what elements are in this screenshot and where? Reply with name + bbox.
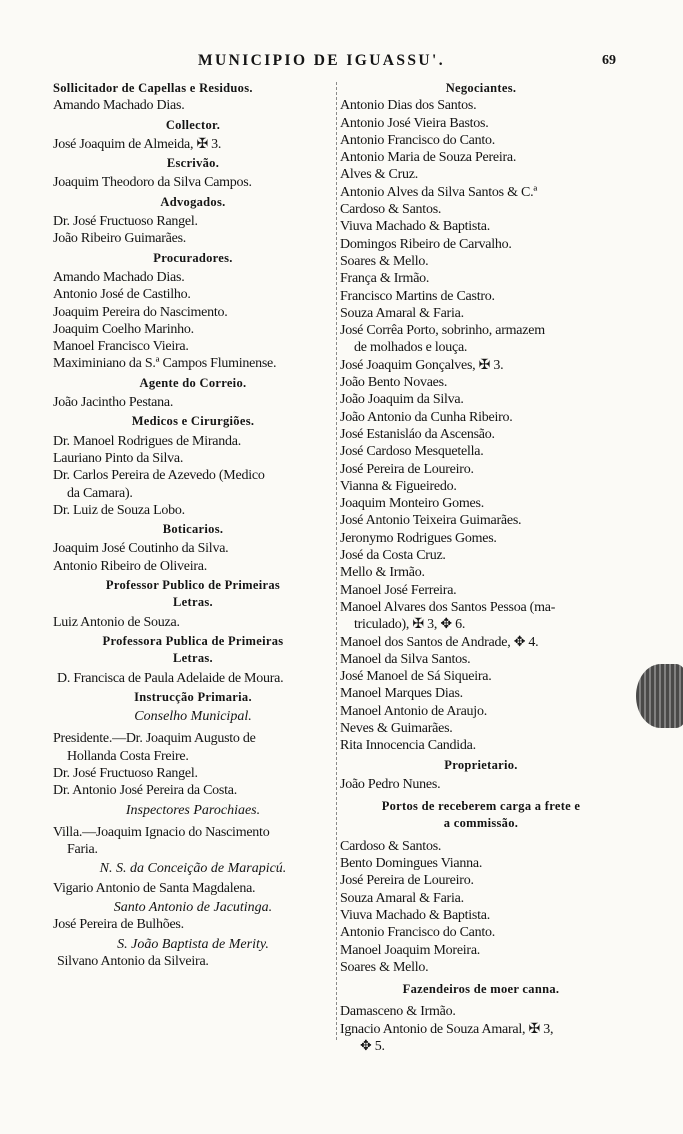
entry: Soares & Mello.	[340, 253, 429, 269]
entry: Joaquim José Coutinho da Silva.	[53, 541, 229, 557]
entry: João Ribeiro Guimarães.	[53, 231, 187, 247]
entry: João Joaquim da Silva.	[340, 392, 464, 408]
section-heading-proprietario: Proprietario.	[444, 757, 518, 772]
page-header	[0, 52, 683, 74]
entry: Antonio Ribeiro de Oliveira.	[53, 558, 207, 574]
column-divider	[336, 82, 337, 1040]
entry: João Jacintho Pestana.	[53, 395, 174, 411]
entry: João Bento Novaes.	[340, 375, 448, 391]
entry: Souza Amaral & Faria.	[340, 890, 464, 906]
subheading-jacutinga: Santo Antonio de Jacutinga.	[113, 900, 273, 916]
entry: Manoel Francisco Vieira.	[53, 339, 189, 355]
entry: Antonio Francisco do Canto.	[340, 132, 496, 148]
entry: Antonio Maria de Souza Pereira.	[340, 150, 517, 166]
entry: Antonio José Vieira Bastos.	[340, 115, 489, 131]
entry: Silvano Antonio da Silveira.	[57, 953, 209, 969]
section-heading-portos: Portos de receberem carga a frete e	[381, 799, 581, 814]
subheading-conselho: Conselho Municipal.	[134, 709, 252, 725]
entry: triculado), ✠ 3, ✥ 6.	[354, 617, 466, 633]
entry: Joaquim Theodoro da Silva Campos.	[53, 175, 252, 191]
negociantes-list	[340, 97, 622, 754]
entry: Manoel Antonio de Araujo.	[340, 703, 487, 719]
section-heading-collector: Collector.	[165, 117, 221, 132]
entry: Neves & Guimarães.	[340, 720, 453, 736]
entry: Damasceno & Irmão.	[340, 1004, 456, 1020]
entry: Dr. Luiz de Souza Lobo.	[53, 502, 185, 518]
entry: Antonio Alves da Silva Santos & C.ª	[340, 184, 537, 200]
entry: Luiz Antonio de Souza.	[53, 614, 180, 630]
entry: José Manoel de Sá Siqueira.	[340, 669, 492, 685]
entry: Bento Domingues Vianna.	[340, 856, 483, 872]
section-heading-portos-cont: a commissão.	[443, 816, 519, 831]
page-edge-blot	[636, 664, 683, 728]
entry: Presidente.—Dr. Joaquim Augusto de	[53, 731, 256, 747]
entry: Antonio Dias dos Santos.	[340, 98, 477, 114]
entry: da Camara).	[67, 485, 133, 501]
section-heading-professora-cont: Letras.	[173, 651, 213, 666]
entry: José Pereira de Bulhões.	[53, 917, 184, 933]
entry: França & Irmão.	[340, 271, 430, 287]
entry: José Estanisláo da Ascensão.	[340, 426, 495, 442]
entry: Francisco Martins de Castro.	[340, 288, 495, 304]
entry: Soares & Mello.	[340, 959, 429, 975]
page-number: 69	[602, 53, 616, 68]
entry: Domingos Ribeiro de Carvalho.	[340, 236, 512, 252]
subheading-marapicu: N. S. da Conceição de Marapicú.	[99, 861, 287, 877]
section-heading-professor: Professor Publico de Primeiras	[105, 578, 281, 593]
entry: José Antonio Teixeira Guimarães.	[340, 513, 522, 529]
entry: José Joaquim Gonçalves, ✠ 3.	[340, 357, 504, 373]
entry: José Pereira de Loureiro.	[340, 873, 474, 889]
entry: Dr. Carlos Pereira de Azevedo (Medico	[53, 468, 265, 484]
entry: Joaquim Pereira do Nascimento.	[53, 304, 228, 320]
entry: José Cardoso Mesquetella.	[340, 444, 484, 460]
section-heading-medicos: Medicos e Cirurgiões.	[131, 414, 255, 429]
entry: João Antonio da Cunha Ribeiro.	[340, 409, 513, 425]
entry: Lauriano Pinto da Silva.	[53, 450, 184, 466]
entry: José Pereira de Loureiro.	[340, 461, 474, 477]
entry: Manoel Marques Dias.	[340, 686, 463, 702]
entry: Amando Machado Dias.	[53, 269, 185, 285]
entry: Souza Amaral & Faria.	[340, 305, 464, 321]
entry: Joaquim Monteiro Gomes.	[340, 496, 484, 512]
entry: Vigario Antonio de Santa Magdalena.	[53, 880, 256, 896]
entry: Manoel da Silva Santos.	[340, 651, 471, 667]
section-heading-professor-cont: Letras.	[173, 595, 213, 610]
subheading-inspectores: Inspectores Parochiaes.	[125, 802, 261, 818]
entry: Vianna & Figueiredo.	[340, 478, 457, 494]
entry: Antonio Francisco do Canto.	[340, 925, 496, 941]
entry: Cardoso & Santos.	[340, 838, 442, 854]
section-heading-boticarios: Boticarios.	[162, 522, 224, 537]
entry: Manoel Alvares dos Santos Pessoa (ma-	[340, 599, 556, 615]
section-heading-professora: Professora Publica de Primeiras	[102, 633, 284, 648]
entry: Joaquim Coelho Marinho.	[53, 321, 194, 337]
section-heading-instrucao: Instrucção Primaria.	[134, 689, 252, 704]
section-heading-procuradores: Procuradores.	[153, 250, 233, 265]
section-heading-advogados: Advogados.	[160, 194, 226, 209]
entry: José Joaquim de Almeida, ✠ 3.	[53, 136, 222, 152]
entry: Manoel dos Santos de Andrade, ✥ 4.	[340, 634, 539, 650]
entry: José da Costa Cruz.	[340, 548, 446, 564]
entry: Dr. José Fructuoso Rangel.	[53, 765, 198, 781]
entry: Viuva Machado & Baptista.	[340, 219, 490, 235]
entry: Dr. Antonio José Pereira da Costa.	[53, 783, 237, 799]
entry: Dr. Manoel Rodrigues de Miranda.	[53, 433, 241, 449]
left-column	[53, 80, 333, 970]
entry: Villa.—Joaquim Ignacio do Nascimento	[53, 824, 270, 840]
section-heading-correio: Agente do Correio.	[139, 375, 247, 390]
entry: Mello & Irmão.	[340, 565, 425, 581]
entry: ✥ 5.	[360, 1039, 385, 1055]
entry: Viuva Machado & Baptista.	[340, 907, 490, 923]
section-heading-negociantes: Negociantes.	[445, 81, 517, 95]
entry: Rita Innocencia Candida.	[340, 738, 476, 754]
section-heading-sollicitador: Sollicitador de Capellas e Residuos.	[53, 81, 253, 95]
section-heading-escrivao: Escrivão.	[166, 156, 220, 171]
section-heading-fazendeiros: Fazendeiros de moer canna.	[402, 982, 560, 997]
entry: Alves & Cruz.	[340, 167, 419, 183]
entry: Manoel José Ferreira.	[340, 582, 457, 598]
entry: Cardoso & Santos.	[340, 202, 442, 218]
entry: Faria.	[67, 842, 98, 858]
entry: D. Francisca de Paula Adelaide de Moura.	[57, 670, 284, 686]
entry: Maximiniano da S.ª Campos Fluminense.	[53, 356, 277, 372]
entry: Ignacio Antonio de Souza Amaral, ✠ 3,	[340, 1021, 554, 1037]
entry: Dr. José Fructuoso Rangel.	[53, 214, 198, 230]
entry: Manoel Joaquim Moreira.	[340, 942, 481, 958]
entry: Amando Machado Dias.	[53, 98, 185, 114]
entry: Jeronymo Rodrigues Gomes.	[340, 530, 497, 546]
entry: Antonio José de Castilho.	[53, 287, 191, 303]
subheading-merity: S. João Baptista de Merity.	[117, 936, 269, 952]
running-title: MUNICIPIO DE IGUASSU'.	[198, 52, 446, 69]
entry: de molhados e louça.	[354, 340, 468, 356]
entry: João Pedro Nunes.	[340, 776, 441, 792]
entry: Hollanda Costa Freire.	[67, 748, 189, 764]
right-column	[340, 80, 622, 1055]
entry: José Corrêa Porto, sobrinho, armazem	[340, 323, 545, 339]
